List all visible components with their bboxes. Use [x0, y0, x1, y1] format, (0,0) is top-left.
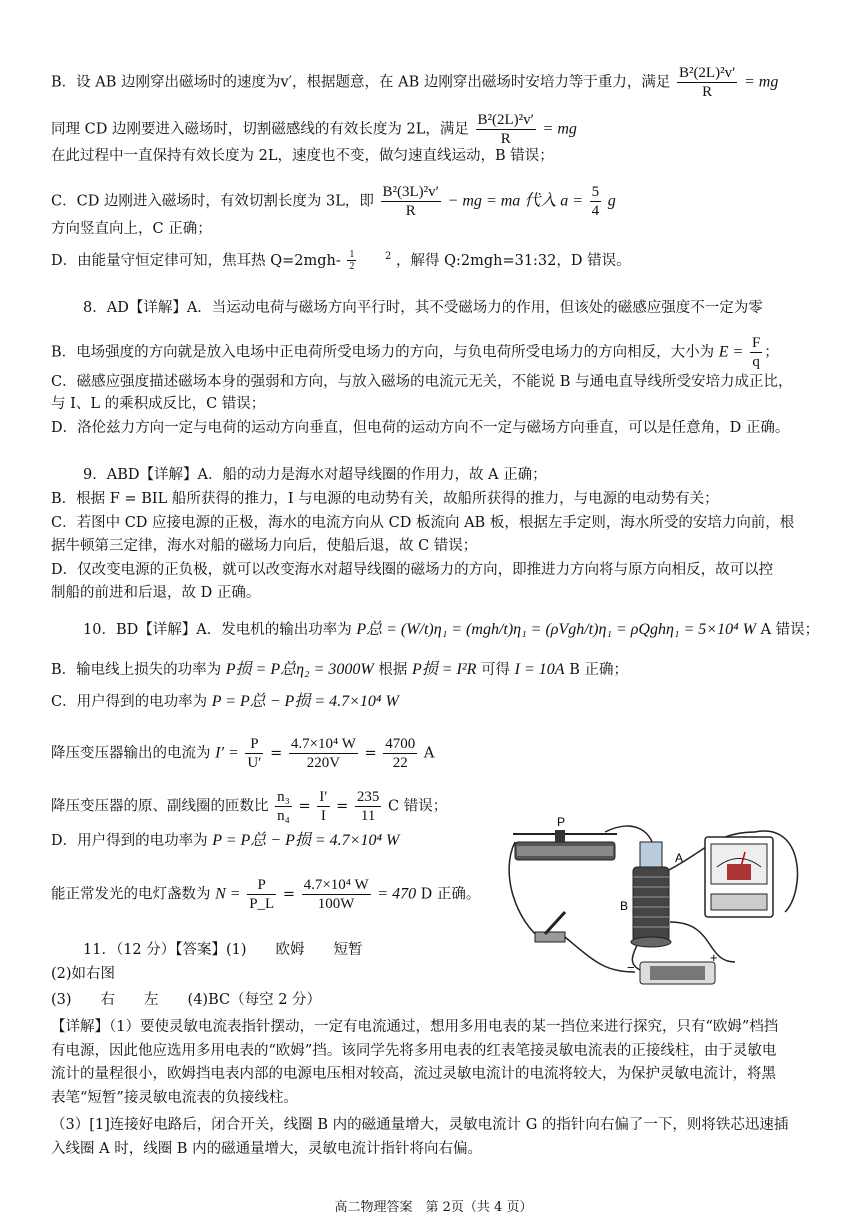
- text-line: 据牛顿第三定律，海水对船的磁场力向后，使船后退，故 C 错误；: [51, 538, 478, 554]
- text-line-10c3: 降压变压器的原、副线圈的匝数比 $\frac{\text{n₃}}{\text{n₄}}$ = $\frac{I'}{I}$ = $\frac{235}{11}$ C 错误；: [51, 789, 448, 824]
- text-line-8a: 8．AD【详解】A．当运动电荷与磁场方向平行时，其不受磁场力的作用，但该处的磁感应强度不一定为零: [83, 300, 763, 316]
- coil-assembly: [631, 842, 671, 947]
- text-line: 流计的量程很小，欧姆挡电表内部的电源电压相对较高，流过灵敏电流计的电流将较大，为保护灵敏电流计，将黑: [51, 1066, 776, 1082]
- text-line-11a: 11．（12 分）【答案】(1) 欧姆 短暂: [83, 942, 363, 958]
- formula-fraction: $\frac{4700}{22}$: [385, 736, 416, 771]
- text-line-8b: B．电场强度的方向就是放入电场中正电荷所受电场力的方向，与负电荷所受电场力的方向相反，大小为 E = $\frac{F}{q}$ ；: [51, 335, 779, 370]
- text-line: (2)如右图: [51, 966, 116, 982]
- formula-fraction: $\frac{235}{11}$: [356, 789, 380, 824]
- text-line-10c: C．用户得到的电功率为 P = P总 − P损 = 4.7×10⁴ W: [51, 693, 399, 710]
- text-line: 表笔“短暂”接灵敏电流表的负接线柱。: [51, 1090, 298, 1106]
- text-line: (3) 右 左 (4)BC（每空 2 分）: [51, 992, 322, 1008]
- text-line-10d: D．用户得到的电功率为 P = P总 − P损 = 4.7×10⁴ W: [51, 832, 400, 849]
- text-line-10d2: 能正常发光的电灯盏数为 N = $\frac{P}{P\_L}$ = $\frac{\text{4.7×10⁴ W}}{100W}$ = 470 D 正确。: [51, 877, 481, 912]
- formula-fraction: $\frac{\text{4.7×10⁴ W}}{220V}$: [290, 736, 356, 771]
- label-b: B: [620, 899, 629, 913]
- text-line-7d: D．由能量守恒定律可知，焦耳热 Q=2mgh- $\frac{1}{2}$ $^2$ ，解得 Q:2mgh=31:32，D 错误。: [51, 249, 631, 273]
- formula-fraction: $\frac{\text{n₃}}{\text{n₄}}$: [277, 789, 290, 824]
- text-line: D．仅改变电源的正负极，就可以改变海水对超导线圈的磁场力的方向，即推进力方向将与原方向相反，故可以控: [51, 562, 774, 578]
- label-p: P: [557, 815, 566, 829]
- formula-fraction: $\frac{P}{U'}$: [247, 736, 262, 771]
- text-line: 有电源，因此他应选用多用电表的“欧姆”挡。该同学先将多用电表的红表笔接灵敏电流表的正接线柱，由于灵敏电: [51, 1043, 777, 1059]
- text-line: C．磁感应强度描述磁场本身的强弱和方向，与放入磁场的电流元无关，不能说 B 与通电直导线所受安培力成正比，: [51, 374, 793, 390]
- battery: [640, 962, 715, 984]
- text-line: D．洛伦兹力方向一定与电荷的运动方向垂直，但电荷的运动方向不一定与磁场方向垂直，可以是任意角，D 正确。: [51, 420, 790, 436]
- text-line-7c: C．CD 边刚进入磁场时，有效切割长度为 3L，即 $\frac{\text{B²(3L)²v′}}{R}$ − mg = ma 代入 a = $\frac{5}{4}$ g: [51, 184, 616, 219]
- formula-fraction: $\frac{\text{B²(3L)²v′}}{R}$: [382, 184, 439, 219]
- battery-plus-label: +: [710, 950, 718, 965]
- formula-fraction: $\frac{5}{4}$: [591, 184, 600, 219]
- text-line-10c2: 降压变压器输出的电流为 I′ = $\frac{P}{U'}$ = $\frac{\text{4.7×10⁴ W}}{220V}$ = $\frac{4700}{22}$ A: [51, 736, 435, 771]
- formula-fraction: $\frac{\text{B²(2L)²v′}}{R}$: [678, 65, 736, 100]
- text-line: 【详解】（1）要使灵敏电流表指针摆动，一定有电流通过，想用多用电表的某一挡位来进行探究，只有“欧姆”档挡: [51, 1019, 779, 1035]
- formula-fraction: $\frac{I'}{I}$: [319, 789, 328, 824]
- rheostat: [513, 830, 617, 860]
- page-footer: 高二物理答案 第 2页（共 4 页）: [334, 1200, 533, 1215]
- text-line: B．根据 F = BIL 船所获得的推力，I 与电源的电动势有关，故船所获得的推力，与电源的电动势有关；: [51, 491, 719, 507]
- text-line: 入线圈 A 时，线圈 B 内的磁通量增大，灵敏电流计指针将向右偏。: [51, 1141, 483, 1157]
- formula-fraction: $\frac{P}{P\_L}$: [249, 877, 275, 912]
- text-line-9a: 9．ABD【详解】A．船的动力是海水对超导线圈的作用力，故 A 正确；: [83, 467, 547, 483]
- battery-minus-label: −: [627, 960, 635, 975]
- text-line: 与 I、L 的乘积成反比，C 错误；: [51, 396, 266, 412]
- text-line-7b: B．设 AB 边刚穿出磁场时的速度为v′，根据题意，在 AB 边刚穿出磁场时安培力等于重力，满足 $\frac{\text{B²(2L)²v′}}{R}$ = mg: [51, 65, 779, 100]
- text-line: C．若图中 CD 应接电源的正极，海水的电流方向从 CD 板流向 AB 板，根据左手定则，海水所受的安培力向前，根: [51, 515, 795, 531]
- formula-fraction: $\frac{F}{q}$: [751, 335, 761, 370]
- formula-fraction: $\frac{\text{B²(2L)²v′}}{R}$: [477, 112, 534, 147]
- formula-fraction: $\frac{\text{4.7×10⁴ W}}{100W}$: [303, 877, 369, 912]
- text-line-7b2: 同理 CD 边刚要进入磁场时，切割磁感线的有效长度为 2L，满足 $\frac{\text{B²(2L)²v′}}{R}$ = mg: [51, 112, 577, 147]
- text-line: 方向竖直向上，C 正确；: [51, 221, 212, 237]
- text-line: 制船的前进和后退，故 D 正确。: [51, 585, 261, 601]
- label-a: A: [675, 851, 684, 865]
- circuit-diagram: [505, 812, 805, 992]
- formula-fraction: $\frac{1}{2}$: [349, 249, 355, 273]
- text-line: （3）[1]连接好电路后，闭合开关，线圈 B 内的磁通量增大，灵敏电流计 G 的指针向右偏了一下，则将铁芯迅速插: [51, 1117, 789, 1133]
- switch: [535, 912, 565, 942]
- text-line: 在此过程中一直保持有效长度为 2L，速度也不变，做匀速直线运动，B 错误；: [51, 148, 554, 164]
- galvanometer: [705, 837, 773, 917]
- text-line-10b: B．输电线上损失的功率为 P损 = P总η₂ = 3000W 根据 P损 = I²R 可得 I = 10A B 正确；: [51, 661, 628, 678]
- text-line-10a: 10．BD【详解】A．发电机的输出功率为 P总 = (W/t)η₁ = (mgh/t)η₁ = (ρVgh/t)η₁ = ρQghη₁ = 5×10⁴ W A 错误；: [83, 621, 820, 638]
